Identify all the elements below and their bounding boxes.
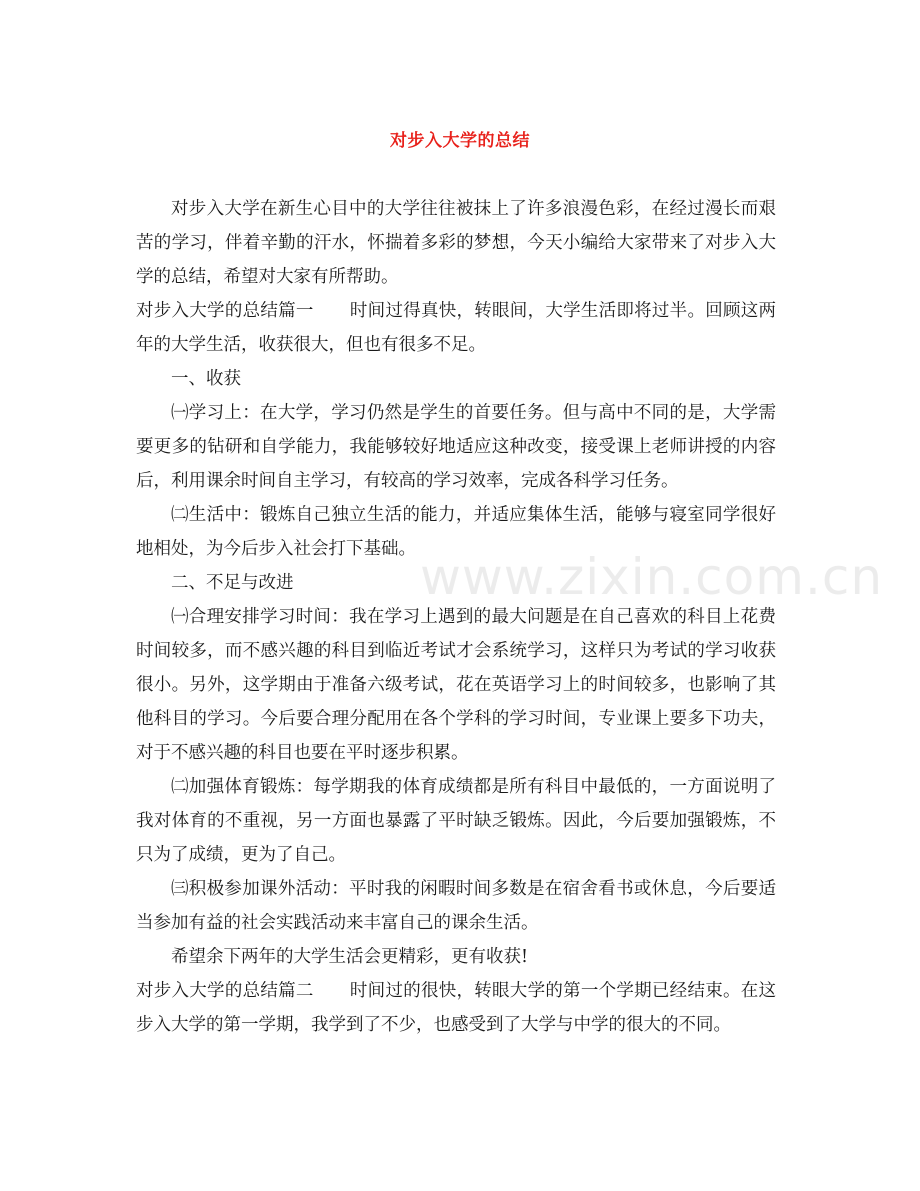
closing-paragraph: 希望余下两年的大学生活会更精彩，更有收获! (171, 947, 529, 967)
section-1-text: 时间过得真快，转眼间，大学生活即将过半。回顾这两年的大学生活，收获很大，但也有很多不足。 (136, 301, 777, 355)
document-body (136, 192, 776, 1042)
heading-shortcomings: 二、不足与改进 (171, 573, 294, 593)
paragraph-study: ㈠学习上：在大学，学习仍然是学生的首要任务。但与高中不同的是，大学需要更多的钻研和自学能力，我能够较好地适应这种改变，接受课上老师讲授的内容后，利用课余时间自主学习，有较高的学习效率，完成各科学习任务。 (136, 403, 776, 491)
section-1-paragraph (136, 294, 776, 362)
section-2-text: 时间过的很快，转眼大学的第一个学期已经结束。在这步入大学的第一学期，我学到了不少，也感受到了大学与中学的很大的不同。 (136, 981, 777, 1035)
paragraph-exercise: ㈡加强体育锻炼：每学期我的体育成绩都是所有科目中最低的，一方面说明了我对体育的不重视，另一方面也暴露了平时缺乏锻炼。因此，今后要加强锻炼，不只为了成绩，更为了自己。 (136, 777, 776, 865)
paragraph-activities: ㈢积极参加课外活动：平时我的闲暇时间多数是在宿舍看书或休息，今后要适当参加有益的社会实践活动来丰富自己的课余生活。 (136, 879, 776, 933)
heading-harvest: 一、收获 (171, 369, 241, 389)
document-title: 对步入大学的总结 (390, 131, 530, 151)
watermark: www.zixin.com.cn (420, 548, 884, 606)
section-1-label: 对步入大学的总结篇一 (136, 301, 314, 321)
paragraph-time-management: ㈠合理安排学习时间：我在学习上遇到的最大问题是在自己喜欢的科目上花费时间较多，而不感兴趣的科目到临近考试才会系统学习，这样只为考试的学习收获很小。另外，这学期由于准备六级考试，花在英语学习上的时间较多，也影响了其他科目的学习。今后要合理分配用在各个学科的学习时间，专业课上要多下功夫，对于不感兴趣的科目也要在平时逐步积累。 (136, 607, 776, 763)
section-2-label: 对步入大学的总结篇二 (136, 981, 314, 1001)
paragraph-life: ㈡生活中：锻炼自己独立生活的能力，并适应集体生活，能够与寝室同学很好地相处，为今后步入社会打下基础。 (136, 505, 776, 559)
intro-paragraph: 对步入大学在新生心目中的大学往往被抹上了许多浪漫色彩，在经过漫长而艰苦的学习，伴着辛勤的汗水，怀揣着多彩的梦想，今天小编给大家带来了对步入大学的总结，希望对大家有所帮助。 (136, 199, 776, 287)
section-2-paragraph (136, 974, 776, 1042)
